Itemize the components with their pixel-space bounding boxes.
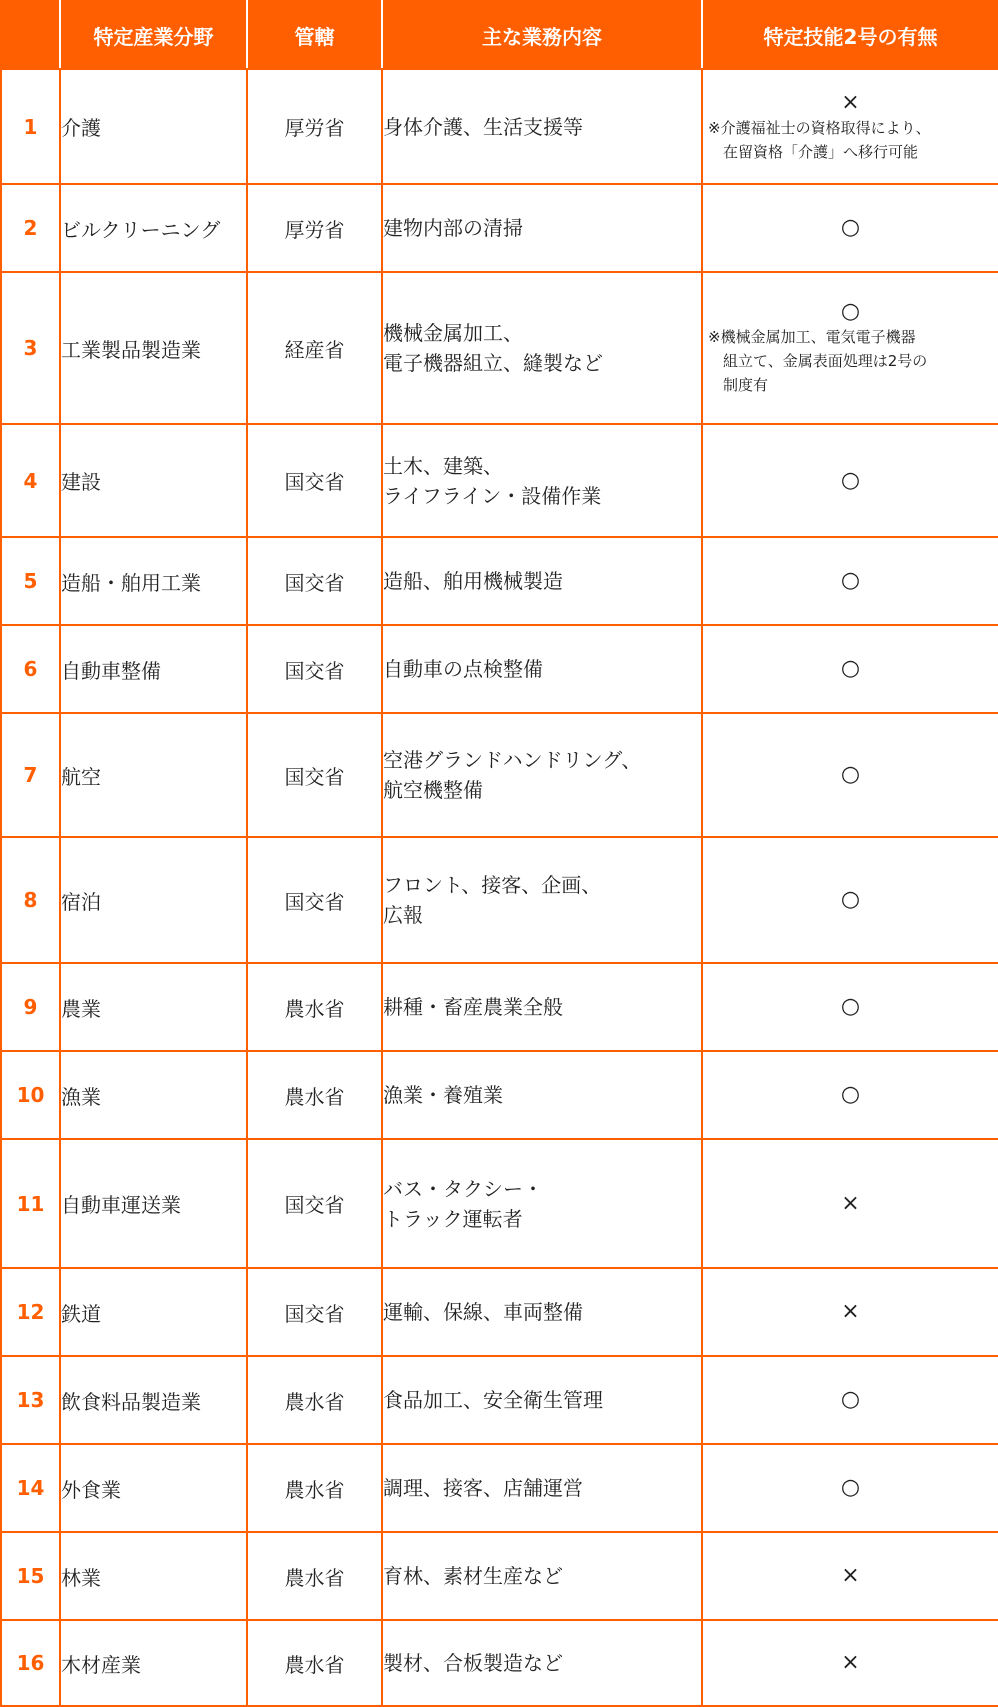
row-field: 自動車運送業: [60, 1139, 247, 1268]
level2-note: ※介護福祉士の資格取得により、 在留資格「介護」へ移行可能: [708, 118, 931, 161]
row-field: 自動車整備: [60, 625, 247, 713]
row-field: 介護: [60, 69, 247, 184]
row-tasks: 製材、合板製造など: [382, 1620, 702, 1706]
header-number: [1, 1, 60, 69]
level2-mark: ×: [841, 1190, 860, 1216]
table-row: [1, 1051, 998, 1139]
table-row: [1, 69, 998, 184]
row-number: 2: [1, 184, 60, 272]
level2-mark: ○: [840, 887, 861, 912]
row-ministry: 農水省: [247, 1356, 382, 1444]
level2-mark: ○: [840, 994, 861, 1019]
row-number: 11: [1, 1139, 60, 1268]
table-row: [1, 963, 998, 1051]
row-level2: [702, 713, 998, 837]
row-ministry: 農水省: [247, 963, 382, 1051]
table-row: [1, 1356, 998, 1444]
row-field: 漁業: [60, 1051, 247, 1139]
row-ministry: 国交省: [247, 625, 382, 713]
level2-mark: ○: [840, 299, 861, 324]
row-tasks: 土木、建築、 ライフライン・設備作業: [382, 424, 702, 537]
row-ministry: 厚労省: [247, 184, 382, 272]
level2-mark: ×: [841, 1563, 860, 1588]
table-row: [1, 1444, 998, 1532]
table-row: [1, 1139, 998, 1268]
row-tasks: フロント、接客、企画、 広報: [382, 837, 702, 963]
level2-mark: ○: [840, 568, 861, 593]
level2-note: ※機械金属加工、電気電子機器 組立て、金属表面処理は2号の 制度有: [708, 328, 928, 394]
table-row: [1, 272, 998, 424]
row-field: 航空: [60, 713, 247, 837]
row-field: 農業: [60, 963, 247, 1051]
row-level2: [702, 272, 998, 424]
table-row: [1, 424, 998, 537]
row-field: 鉄道: [60, 1268, 247, 1356]
row-field: ビルクリーニング: [60, 184, 247, 272]
row-tasks: 身体介護、生活支援等: [382, 69, 702, 184]
row-ministry: 国交省: [247, 424, 382, 537]
row-field: 木材産業: [60, 1620, 247, 1706]
row-ministry: 国交省: [247, 713, 382, 837]
row-level2: [702, 537, 998, 625]
row-level2: [702, 1444, 998, 1532]
row-level2: [702, 1268, 998, 1356]
level2-mark: ○: [840, 1475, 861, 1500]
row-level2: [702, 963, 998, 1051]
table-row: [1, 713, 998, 837]
row-number: 3: [1, 272, 60, 424]
header-tasks: 主な業務内容: [382, 1, 702, 69]
row-ministry: 厚労省: [247, 69, 382, 184]
row-tasks: 自動車の点検整備: [382, 625, 702, 713]
row-tasks: 食品加工、安全衛生管理: [382, 1356, 702, 1444]
row-number: 8: [1, 837, 60, 963]
level2-mark: ○: [840, 656, 861, 681]
row-ministry: 農水省: [247, 1532, 382, 1620]
level2-mark: ×: [841, 1299, 860, 1324]
row-number: 6: [1, 625, 60, 713]
row-ministry: 国交省: [247, 837, 382, 963]
row-level2: [702, 1620, 998, 1706]
row-number: 15: [1, 1532, 60, 1620]
table-row: [1, 1268, 998, 1356]
row-ministry: 農水省: [247, 1051, 382, 1139]
row-number: 16: [1, 1620, 60, 1706]
row-tasks: 建物内部の清掃: [382, 184, 702, 272]
row-tasks: 調理、接客、店舗運営: [382, 1444, 702, 1532]
level2-mark: ×: [841, 89, 860, 115]
row-field: 林業: [60, 1532, 247, 1620]
row-level2: [702, 184, 998, 272]
table-row: [1, 184, 998, 272]
row-tasks: 空港グランドハンドリング、 航空機整備: [382, 713, 702, 837]
table-row: [1, 537, 998, 625]
row-level2: [702, 1139, 998, 1268]
row-ministry: 農水省: [247, 1444, 382, 1532]
row-tasks: 育林、素材生産など: [382, 1532, 702, 1620]
row-field: 造船・舶用工業: [60, 537, 247, 625]
row-field: 飲食料品製造業: [60, 1356, 247, 1444]
row-number: 13: [1, 1356, 60, 1444]
row-number: 7: [1, 713, 60, 837]
level2-mark: ×: [841, 1650, 860, 1675]
row-level2: [702, 1532, 998, 1620]
row-level2: [702, 1356, 998, 1444]
row-tasks: 造船、舶用機械製造: [382, 537, 702, 625]
row-tasks: 耕種・畜産農業全般: [382, 963, 702, 1051]
header-row: [1, 1, 998, 69]
row-level2: [702, 625, 998, 713]
header-ministry: 管轄: [247, 1, 382, 69]
row-level2: [702, 1051, 998, 1139]
row-ministry: 経産省: [247, 272, 382, 424]
row-ministry: 国交省: [247, 1139, 382, 1268]
row-field: 外食業: [60, 1444, 247, 1532]
row-number: 5: [1, 537, 60, 625]
row-level2: [702, 837, 998, 963]
row-field: 工業製品製造業: [60, 272, 247, 424]
row-number: 10: [1, 1051, 60, 1139]
level2-mark: ○: [840, 762, 861, 787]
row-number: 9: [1, 963, 60, 1051]
row-ministry: 国交省: [247, 1268, 382, 1356]
level2-mark: ○: [840, 1082, 861, 1107]
header-field: 特定産業分野: [60, 1, 247, 69]
row-level2: [702, 424, 998, 537]
row-number: 1: [1, 69, 60, 184]
table-row: [1, 1620, 998, 1706]
row-number: 12: [1, 1268, 60, 1356]
row-level2: [702, 69, 998, 184]
level2-mark: ○: [840, 215, 861, 240]
header-level2: 特定技能2号の有無: [702, 1, 998, 69]
row-field: 宿泊: [60, 837, 247, 963]
row-field: 建設: [60, 424, 247, 537]
row-number: 14: [1, 1444, 60, 1532]
table-row: [1, 837, 998, 963]
row-number: 4: [1, 424, 60, 537]
row-tasks: バス・タクシー・ トラック運転者: [382, 1139, 702, 1268]
level2-mark: ○: [840, 1387, 861, 1412]
table-row: [1, 1532, 998, 1620]
row-ministry: 国交省: [247, 537, 382, 625]
row-tasks: 機械金属加工、 電子機器組立、縫製など: [382, 272, 702, 424]
table-row: [1, 625, 998, 713]
row-ministry: 農水省: [247, 1620, 382, 1706]
row-tasks: 運輸、保線、車両整備: [382, 1268, 702, 1356]
level2-mark: ○: [840, 467, 861, 493]
row-tasks: 漁業・養殖業: [382, 1051, 702, 1139]
